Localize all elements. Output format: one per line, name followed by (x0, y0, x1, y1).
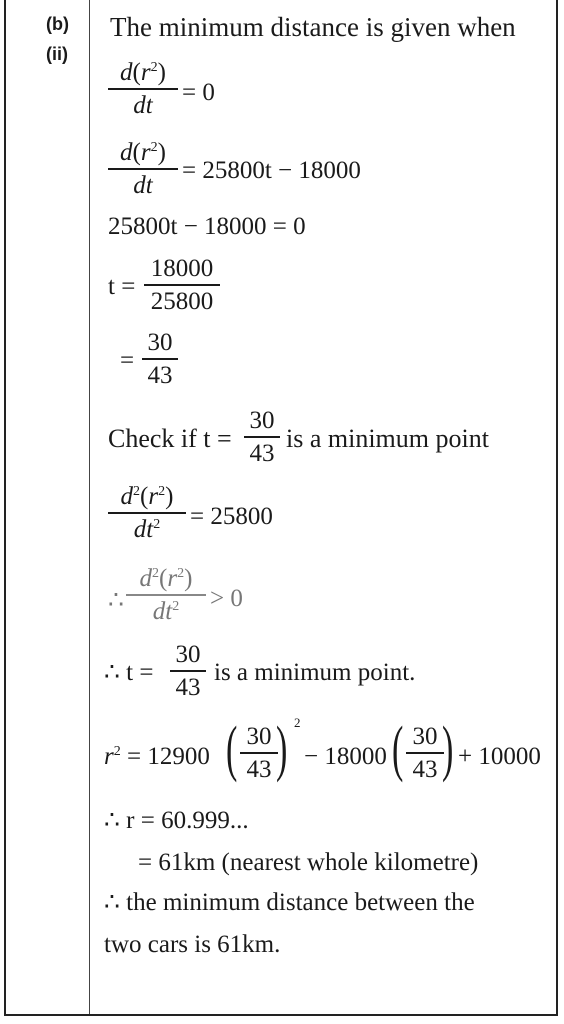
left-border (4, 0, 6, 1016)
step3-equation: 25800t − 18000 = 0 (108, 213, 306, 240)
subpart-label: (ii) (46, 44, 68, 64)
fraction-bar (142, 358, 178, 360)
step1-numerator: $d(r^2)$ (120, 59, 166, 86)
conclusion-line-2: two cars is 61km. (104, 931, 281, 958)
r-value: ∴ r = 60.999... (104, 807, 249, 834)
step2-denominator: dt (133, 171, 153, 199)
step5-denominator: 43 (147, 361, 173, 389)
step4-fraction (144, 256, 220, 314)
r-squared-numerator-2: 30 (412, 723, 438, 750)
fraction-bar (108, 512, 186, 514)
fraction-bar (108, 88, 178, 90)
r-squared-fraction-1 (240, 724, 278, 782)
close-paren: ) (442, 715, 454, 783)
fraction-bar (240, 752, 278, 754)
r-squared-denominator-1: 43 (246, 755, 272, 783)
second-deriv-rhs: = 25800 (190, 503, 273, 530)
fraction-bar (108, 168, 178, 170)
part-label: (b) (46, 14, 69, 34)
r-squared-lhs: $r^2 = 12900$ (104, 743, 210, 770)
min-point-lhs: ∴ t = (104, 659, 154, 686)
check-numerator: 30 (249, 407, 275, 434)
positive-denominator: $dt^2$ (152, 597, 180, 625)
step4-numerator: 18000 (150, 255, 214, 282)
step1-denominator: dt (133, 91, 153, 119)
intro-text: The minimum distance is given when (110, 12, 516, 42)
fraction-bar (144, 284, 220, 286)
column-divider (89, 0, 90, 1016)
step2-rhs: = 25800t − 18000 (182, 157, 361, 184)
min-point-suffix: is a minimum point. (214, 659, 416, 686)
step2-numerator: $d(r^2)$ (120, 139, 166, 166)
step5-numerator: 30 (147, 329, 173, 356)
positive-rhs: > 0 (210, 585, 243, 612)
step1-rhs: = 0 (182, 79, 215, 106)
step4-lhs: t = (108, 273, 136, 300)
step1-fraction (108, 60, 178, 118)
second-deriv-denominator: $dt^2$ (133, 515, 161, 543)
open-paren: ( (226, 715, 238, 783)
fraction-bar (244, 436, 280, 438)
bottom-border (4, 1014, 558, 1016)
positive-numerator: $d^2(r^2)$ (139, 565, 193, 592)
second-deriv-numerator: $d^2(r^2)$ (120, 483, 174, 510)
fraction-bar (126, 594, 206, 596)
close-paren: ) (276, 715, 288, 783)
second-deriv-fraction (108, 484, 186, 542)
r-squared-mid: − 18000 (304, 743, 387, 770)
min-point-denominator: 43 (175, 673, 201, 701)
fraction-bar (406, 752, 444, 754)
check-fraction (244, 408, 280, 466)
step4-denominator: 25800 (150, 287, 214, 315)
r-squared-end: + 10000 (458, 743, 541, 770)
step5-fraction (142, 330, 178, 388)
min-point-numerator: 30 (175, 641, 201, 668)
step2-fraction (108, 140, 178, 198)
open-paren: ( (392, 715, 404, 783)
step5-lhs: = (120, 347, 135, 374)
min-point-fraction (170, 642, 206, 700)
r-squared-numerator-1: 30 (246, 723, 272, 750)
conclusion-line-1: ∴ the minimum distance between the (104, 889, 475, 916)
therefore-symbol: ∴ (108, 587, 124, 614)
check-denominator: 43 (249, 439, 275, 467)
right-border (556, 0, 558, 1016)
positive-fraction (126, 566, 206, 624)
r-squared-denominator-2: 43 (412, 755, 438, 783)
r-rounded: = 61km (nearest whole kilometre) (138, 849, 479, 876)
check-suffix: is a minimum point (286, 424, 489, 453)
r-squared-fraction-2 (406, 724, 444, 782)
check-prefix: Check if t = (108, 424, 232, 453)
fraction-bar (170, 670, 206, 672)
exponent: 2 (294, 715, 301, 730)
